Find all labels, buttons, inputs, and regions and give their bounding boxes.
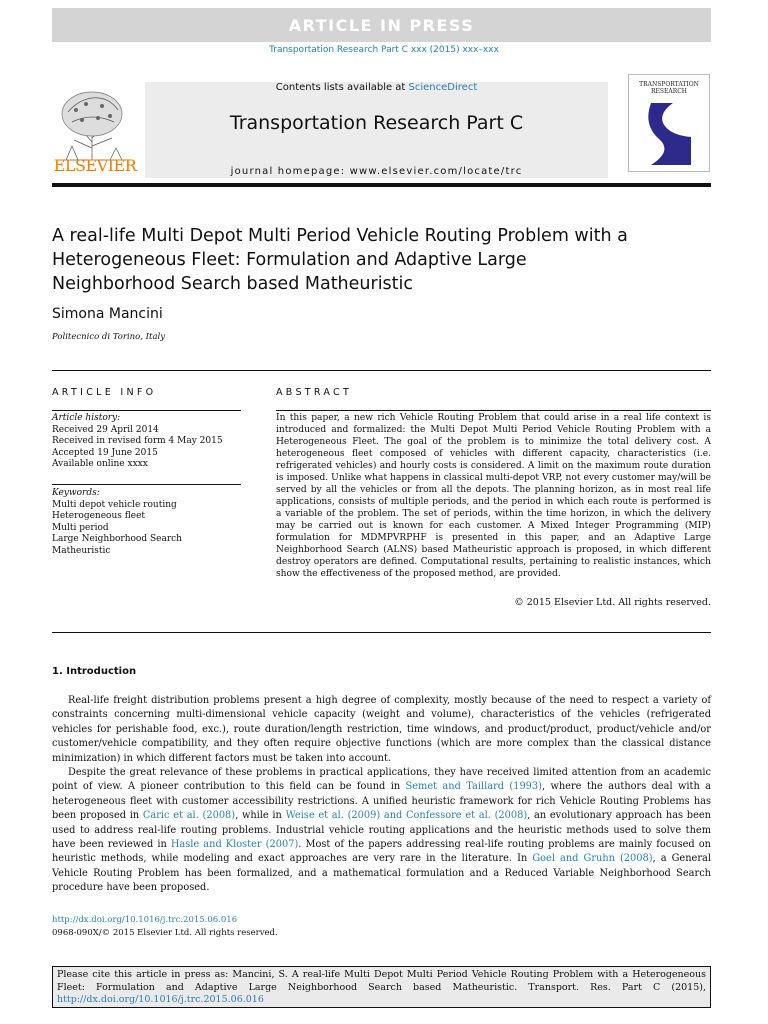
- citation-link[interactable]: Semet and Taillard (1993): [405, 781, 542, 793]
- introduction-heading: 1. Introduction: [52, 666, 137, 677]
- keywords-label: Keywords:: [52, 488, 100, 498]
- citation-text: Please cite this article in press as: Mancini, S. A real-life Multi Depot Multi Period Vehicle Routing Problem with a Heterogeneous Fleet: Formulation and Adaptive Large Neighborhood Search based Matheuristic. Transport. Res. Part C (2015),: [57, 969, 706, 993]
- keyword-item: Matheuristic: [52, 545, 111, 556]
- journal-cover-thumbnail[interactable]: [628, 74, 710, 172]
- abstract-heading: ABSTRACT: [276, 387, 353, 398]
- history-label: Article history:: [52, 413, 121, 423]
- author-name[interactable]: Simona Mancini: [52, 306, 163, 322]
- author-affiliation: Politecnico di Torino, Italy: [52, 332, 166, 342]
- article-history: [52, 413, 241, 471]
- citation-link[interactable]: Hasle and Kloster (2007): [170, 839, 299, 851]
- citation-link[interactable]: Goel and Gruhn (2008): [532, 853, 653, 865]
- history-item: Accepted 19 June 2015: [52, 447, 158, 458]
- citation-link[interactable]: Weise et al. (2009) and Confessore et al. (2008): [285, 810, 528, 822]
- history-item: Available online xxxx: [52, 459, 148, 470]
- banner-label: ARTICLE IN PRESS: [288, 15, 475, 35]
- history-item: Received in revised form 4 May 2015: [52, 436, 223, 447]
- article-info-heading: ARTICLE INFO: [52, 387, 157, 398]
- introduction-body: [52, 694, 711, 896]
- abstract-copyright: © 2015 Elsevier Ltd. All rights reserved.: [514, 597, 711, 608]
- abstract-rule: [276, 410, 711, 411]
- keyword-item: Multi period: [52, 522, 109, 533]
- sciencedirect-link[interactable]: ScienceDirect: [408, 82, 478, 93]
- contents-line: [145, 82, 608, 93]
- intro-paragraph: Real-life freight distribution problems present a high degree of complexity, mostly because of the need to respect a variety of constraints concerning multi-dimensional vehicle capacity (weight and volume), characteristics of the vehicles (refrigerated vehicles for perishable food, exc.), route duration/length restriction, time windows, and product/product, product/vehicle and/or customer/vehicle compatibility, and they often require objective functions (which are more complex than the classical distance minimization) in which different factors must be taken into account.: [52, 695, 711, 764]
- text-run: , an evolutionary approach has been used to address real-life routing problems. Industrial vehicle routing applications and the heuristic methods used to solve them have been reviewed in: [52, 810, 711, 851]
- text-run: , where the authors deal with a heterogeneous fleet with customer accessibility restrictions. A unified heuristic framework for rich Vehicle Routing Problems has been proposed in: [52, 781, 711, 822]
- intro-paragraph: [52, 766, 711, 896]
- journal-header-box: [145, 82, 608, 178]
- keyword-item: Large Neighborhood Search: [52, 534, 182, 545]
- masthead: [52, 74, 711, 186]
- citation-doi-link[interactable]: http://dx.doi.org/10.1016/j.trc.2015.06.016: [57, 994, 264, 1005]
- contents-prefix: Contents lists available at: [275, 82, 409, 93]
- keyword-item: Heterogeneous fleet: [52, 511, 146, 522]
- journal-homepage[interactable]: journal homepage: www.elsevier.com/locate/trc: [230, 166, 523, 177]
- article-in-press-banner: [52, 8, 711, 42]
- keyword-item: Multi depot vehicle routing: [52, 499, 177, 510]
- text-run: , while in: [235, 810, 286, 822]
- abstract-text: In this paper, a new rich Vehicle Routing Problem that could arise in a real life context is introduced and formalized: the Multi Depot Multi Period Vehicle Routing Problem with a Heterogeneous Fleet. The goal of the problem is to minimize the total delivery cost. A heterogeneous fleet composed of vehicles with different capacity, characteristics (i.e. refrigerated vehicles) and hourly costs is considered. A limit on the maximum route duration is imposed. Unlike what happens in classical multi-depot VRP, not every customer may/will be served by all the vehicles or from all the depots. The planning horizon, as in most real life applications, consists of multiple periods, and the period in which each route is performed is a variable of the problem. The set of periods, within the time horizon, in which the delivery may be carried out is known for each customer. A Mixed Integer Programming (MIP) formulation for MDMPVRPHF is presented in this paper, and an Adaptive Large Neighborhood Search (ALNS) based Matheuristic approach is proposed, in which different destroy operators are defined. Computational results, pertaining to realistic instances, which show the effectiveness of the proposed method, are provided.: [276, 413, 711, 579]
- keywords-list: [52, 488, 241, 558]
- citation-link[interactable]: Caric et al. (2008): [142, 810, 236, 822]
- issn-line: 0968-090X/© 2015 Elsevier Ltd. All rights reserved.: [52, 928, 278, 938]
- cover-title: TRANSPORTATION RESEARCH: [639, 81, 699, 95]
- journal-title: Transportation Research Part C: [229, 112, 524, 134]
- keywords-rule: [52, 484, 241, 485]
- text-run: , a General Vehicle Routing Problem has been formalized, and a mathematical formulation and a Reduced Variable Neighborhood Search procedure have been proposed.: [52, 853, 711, 894]
- section-divider: [52, 632, 711, 633]
- paper-title: A real-life Multi Depot Multi Period Vehicle Routing Problem with a Heterogeneous Fleet: Formulation and Adaptive Large Neighborhood Search based Matheuristic: [52, 226, 628, 294]
- citation-box: [52, 966, 711, 1008]
- text-run: . Most of the papers addressing real-life routing problems are mainly focused on heuristic methods, while modeling and exact approaches are very rare in the literature. In: [52, 839, 711, 865]
- text-run: Despite the great relevance of these problems in practical applications, they have received limited attention from an academic point of view. A pioneer contribution to this field can be found in: [52, 767, 711, 793]
- section-divider: [52, 370, 711, 371]
- history-item: Received 29 April 2014: [52, 424, 159, 435]
- masthead-rule: [52, 183, 711, 187]
- cover-wave-graphic-icon: [629, 99, 709, 169]
- journal-reference-link[interactable]: Transportation Research Part C xxx (2015) xxx–xxx: [269, 45, 499, 55]
- article-info-rule: [52, 410, 241, 411]
- publisher-name: ELSEVIER: [53, 156, 137, 175]
- doi-link[interactable]: http://dx.doi.org/10.1016/j.trc.2015.06.016: [52, 915, 238, 925]
